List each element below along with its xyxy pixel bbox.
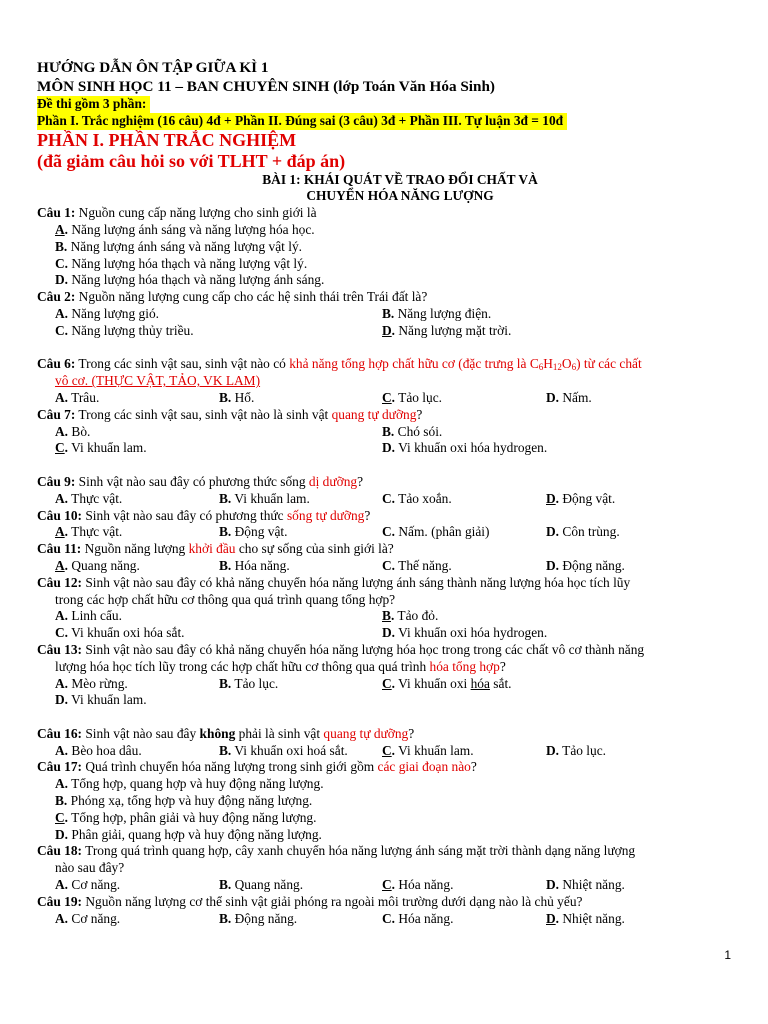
q17-option-a: A. Tổng hợp, quang hợp và huy động năng lượng. — [55, 776, 324, 792]
question-18-line2: nào sau đây? — [55, 860, 125, 876]
q10-options — [37, 524, 763, 541]
question-9: Câu 9: Sinh vật nào sau đây có phương thức sống dị dưỡng? — [37, 473, 364, 489]
q16-option-d: D. Tảo lục. — [546, 742, 607, 758]
q18-options — [37, 877, 763, 894]
q10-option-d: D. Côn trùng. — [546, 524, 620, 540]
q16-option-b: B. Vi khuẩn oxi hoá sắt. — [219, 742, 348, 758]
doc-title: HƯỚNG DẪN ÔN TẬP GIỮA KÌ 1 — [37, 59, 269, 76]
q9-option-a: A. Thực vật. — [55, 490, 123, 506]
q11-option-a: A. Quang năng. — [55, 557, 140, 573]
q13-option-d: D. Vi khuẩn lam. — [55, 692, 147, 708]
question-11: Câu 11: Nguồn năng lượng khởi đầu cho sự sống của sinh giới là? — [37, 541, 394, 557]
q12-options-row2 — [37, 625, 763, 642]
q18-option-b: B. Quang năng. — [219, 877, 304, 893]
q19-option-a: A. Cơ năng. — [55, 910, 121, 926]
q10-option-c: C. Nấm. (phân giải) — [382, 524, 490, 540]
q17-option-c: C. Tổng hợp, phân giải và huy động năng lượng. — [55, 809, 317, 825]
q13-options — [37, 676, 763, 693]
question-13: Câu 13: Sinh vật nào sau đây có khả năng chuyển hóa năng lượng hóa học trong trong các chất vô cơ thành năng — [37, 641, 645, 657]
q2-option-a: A. Năng lượng gió. — [55, 305, 159, 321]
q12-options-row1 — [37, 608, 763, 625]
q16-option-c: C. Vi khuẩn lam. — [382, 742, 474, 758]
q12-option-a: A. Linh cẩu. — [55, 608, 122, 624]
q1-option-d: D. Năng lượng hóa thạch và năng lượng ánh sáng. — [55, 272, 325, 288]
q7-option-a: A. Bò. — [55, 423, 91, 439]
question-19: Câu 19: Nguồn năng lượng cơ thể sinh vật giải phóng ra ngoài môi trường dưới dạng nào là chủ yếu? — [37, 893, 583, 909]
q18-option-d: D. Nhiệt năng. — [546, 877, 625, 893]
section-heading: PHẦN I. PHẦN TRẮC NGHIỆM — [37, 129, 297, 150]
lesson-title-line1: BÀI 1: KHÁI QUÁT VỀ TRAO ĐỔI CHẤT VÀ — [262, 171, 538, 187]
q11-option-b: B. Hóa năng. — [219, 557, 290, 573]
q1-option-b: B. Năng lượng ánh sáng và năng lượng vật lý. — [55, 238, 302, 254]
section-note: (đã giảm câu hỏi so với TLHT + đáp án) — [37, 150, 346, 171]
q7-option-c: C. Vi khuẩn lam. — [55, 440, 147, 456]
doc-subtitle: MÔN SINH HỌC 11 – BAN CHUYÊN SINH (lớp Toán Văn Hóa Sinh) — [37, 78, 495, 95]
q2-option-c: C. Năng lượng thủy triều. — [55, 322, 194, 338]
q9-option-b: B. Vi khuẩn lam. — [219, 490, 310, 506]
q17-option-d: D. Phân giải, quang hợp và huy động năng lượng. — [55, 826, 322, 842]
q16-option-a: A. Bèo hoa dâu. — [55, 742, 142, 758]
q19-option-b: B. Động năng. — [219, 910, 298, 926]
exam-structure: Đề thi gồm 3 phần: — [37, 96, 150, 113]
q2-option-d: D. Năng lượng mặt trời. — [382, 322, 512, 338]
q9-option-c: C. Tảo xoắn. — [382, 490, 452, 506]
q13-option-c: C. Vi khuẩn oxi hóa sắt. — [382, 675, 512, 691]
q6-options — [37, 390, 763, 407]
question-10: Câu 10: Sinh vật nào sau đây có phương thức sống tự dưỡng? — [37, 507, 371, 523]
question-17: Câu 17: Quá trình chuyển hóa năng lượng trong sinh giới gồm các giai đoạn nào? — [37, 759, 477, 775]
q2-option-b: B. Năng lượng điện. — [382, 305, 492, 321]
q12-option-d: D. Vi khuẩn oxi hóa hydrogen. — [382, 625, 548, 641]
q7-option-b: B. Chó sói. — [382, 423, 443, 439]
q1-option-a: A. Năng lượng ánh sáng và năng lượng hóa học. — [55, 221, 315, 237]
document-page — [37, 58, 763, 927]
q10-option-b: B. Động vật. — [219, 524, 288, 540]
q12-option-c: C. Vi khuẩn oxi hóa sắt. — [55, 625, 185, 641]
lesson-title-line2: CHUYỂN HÓA NĂNG LƯỢNG — [306, 188, 494, 204]
q7-options-row2 — [37, 440, 763, 457]
question-13-line2: lượng hóa học tích lũy trong các hợp chất hữu cơ thông qua quá trình hóa tổng hợp? — [55, 658, 506, 674]
q19-options — [37, 911, 763, 928]
question-16: Câu 16: Sinh vật nào sau đây không phải là sinh vật quang tự dưỡng? — [37, 725, 415, 741]
q6-option-b: B. Hổ. — [219, 389, 255, 405]
q6-option-c: C. Tảo lục. — [382, 389, 443, 405]
q1-option-c: C. Năng lượng hóa thạch và năng lượng vật lý. — [55, 255, 308, 271]
question-12-line2: trong các hợp chất hữu cơ thông qua quá trình quang tổng hợp? — [55, 591, 396, 607]
q16-options — [37, 743, 763, 760]
q13-option-b: B. Tảo lục. — [219, 675, 279, 691]
question-7: Câu 7: Trong các sinh vật sau, sinh vật nào là sinh vật quang tự dưỡng? — [37, 406, 423, 422]
q9-options — [37, 491, 763, 508]
question-12: Câu 12: Sinh vật nào sau đây có khả năng chuyển hóa năng lượng ánh sáng thành năng lượng hóa học tích lũy — [37, 574, 631, 590]
q2-options-row1 — [37, 306, 763, 323]
q11-option-d: D. Động năng. — [546, 557, 625, 573]
q11-option-c: C. Thế năng. — [382, 557, 452, 573]
q6-option-a: A. Trâu. — [55, 389, 100, 405]
q13-option-a: A. Mèo rừng. — [55, 675, 128, 691]
question-6-line2: vô cơ. (THỰC VẬT, TẢO, VK LAM) — [55, 373, 261, 389]
q7-option-d: D. Vi khuẩn oxi hóa hydrogen. — [382, 440, 548, 456]
q19-option-d: D. Nhiệt năng. — [546, 910, 625, 926]
question-1: Câu 1: Nguồn cung cấp năng lượng cho sinh giới là — [37, 205, 317, 221]
q12-option-b: B. Tảo đỏ. — [382, 608, 439, 624]
q18-option-a: A. Cơ năng. — [55, 877, 121, 893]
q17-option-b: B. Phóng xạ, tổng hợp và huy động năng lượng. — [55, 793, 313, 809]
q18-option-c: C. Hóa năng. — [382, 877, 454, 893]
page-number: 1 — [724, 948, 731, 962]
question-2: Câu 2: Nguồn năng lượng cung cấp cho các hệ sinh thái trên Trái đất là? — [37, 289, 428, 305]
exam-parts: Phần I. Trắc nghiệm (16 câu) 4đ + Phần II. Đúng sai (3 câu) 3đ + Phần III. Tự luận 3đ = 10đ — [37, 113, 567, 130]
q19-option-c: C. Hóa năng. — [382, 910, 454, 926]
question-18: Câu 18: Trong quá trình quang hợp, cây xanh chuyển hóa năng lượng ánh sáng mặt trời thành dạng năng lượng — [37, 843, 636, 859]
q6-option-d: D. Nấm. — [546, 389, 592, 405]
question-6: Câu 6: Trong các sinh vật sau, sinh vật nào có khả năng tổng hợp chất hữu cơ (đặc trưng là $C_6H_{12}O_6$) từ các chất — [37, 356, 642, 373]
q2-options-row2 — [37, 323, 763, 340]
q7-options-row1 — [37, 424, 763, 441]
q10-option-a: A. Thực vật. — [55, 524, 123, 540]
q9-option-d: D. Động vật. — [546, 490, 616, 506]
q11-options — [37, 558, 763, 575]
